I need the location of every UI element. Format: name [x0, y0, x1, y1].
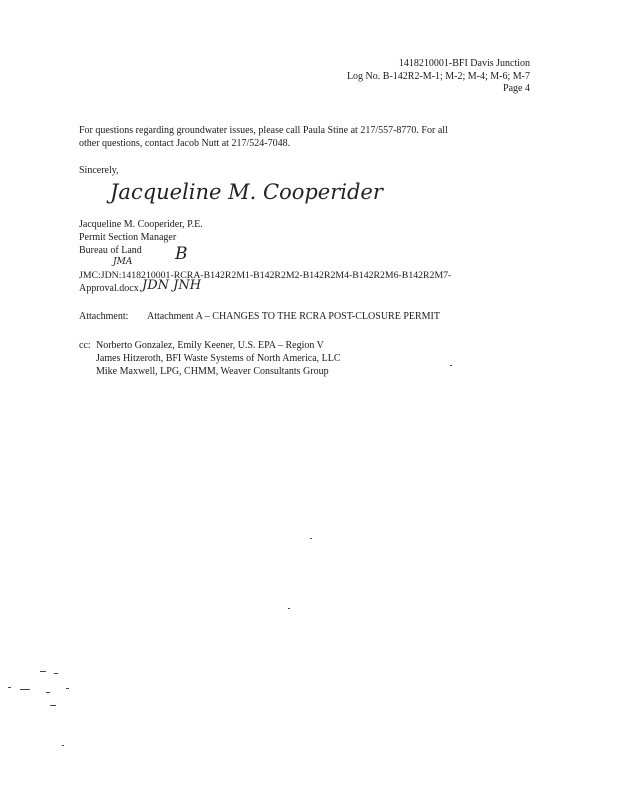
scan-speck — [40, 671, 46, 672]
header-page-number: Page 4 — [503, 83, 530, 94]
scan-speck — [20, 689, 30, 690]
paragraph-line-1: For questions regarding groundwater issues, please call Paula Stine at 217/557-8770. For all — [79, 125, 448, 136]
scan-speck — [310, 538, 312, 539]
handwritten-reference-initials: JMA — [113, 257, 133, 267]
scan-speck — [46, 692, 50, 693]
cc-recipient: Mike Maxwell, LPG, CHMM, Weaver Consultants Group — [96, 366, 329, 377]
cc-recipient: James Hitzeroth, BFI Waste Systems of North America, LLC — [96, 353, 341, 364]
signer-name: Jacqueline M. Cooperider, P.E. — [79, 219, 203, 230]
handwritten-signature: Jacqueline M. Cooperider — [110, 180, 383, 204]
signer-title: Permit Section Manager — [79, 232, 177, 243]
handwritten-initials: JDN JNH — [142, 278, 202, 293]
scan-speck — [450, 365, 452, 366]
scan-speck — [50, 705, 56, 706]
cc-recipient: Norberto Gonzalez, Emily Keener, U.S. EPA – Region V — [96, 340, 324, 351]
cc-label: cc: — [79, 340, 91, 351]
scan-speck — [54, 673, 58, 674]
reference-filename-line-1: JMC:JDN:1418210001-RCRA-B142R2M1-B142R2M2-B142R2M4-B142R2M6-B142R2M7- — [79, 270, 452, 281]
scan-speck — [8, 687, 11, 688]
handwritten-initial-mark: B — [175, 244, 188, 264]
signer-bureau: Bureau of Land — [79, 245, 142, 256]
scan-speck — [66, 688, 69, 689]
closing: Sincerely, — [79, 165, 119, 176]
header-log-number: Log No. B-142R2-M-1; M-2; M-4; M-6; M-7 — [346, 71, 530, 82]
scan-speck — [62, 745, 64, 746]
attachment-text: Attachment A – CHANGES TO THE RCRA POST-CLOSURE PERMIT — [147, 311, 440, 322]
scan-speck — [288, 608, 290, 609]
reference-filename-line-2: Approval.docx — [79, 283, 139, 294]
attachment-label: Attachment: — [79, 311, 129, 322]
paragraph-line-2: other questions, contact Jacob Nutt at 217/524-7048. — [79, 138, 291, 149]
header-project: 1418210001-BFI Davis Junction — [398, 58, 530, 69]
